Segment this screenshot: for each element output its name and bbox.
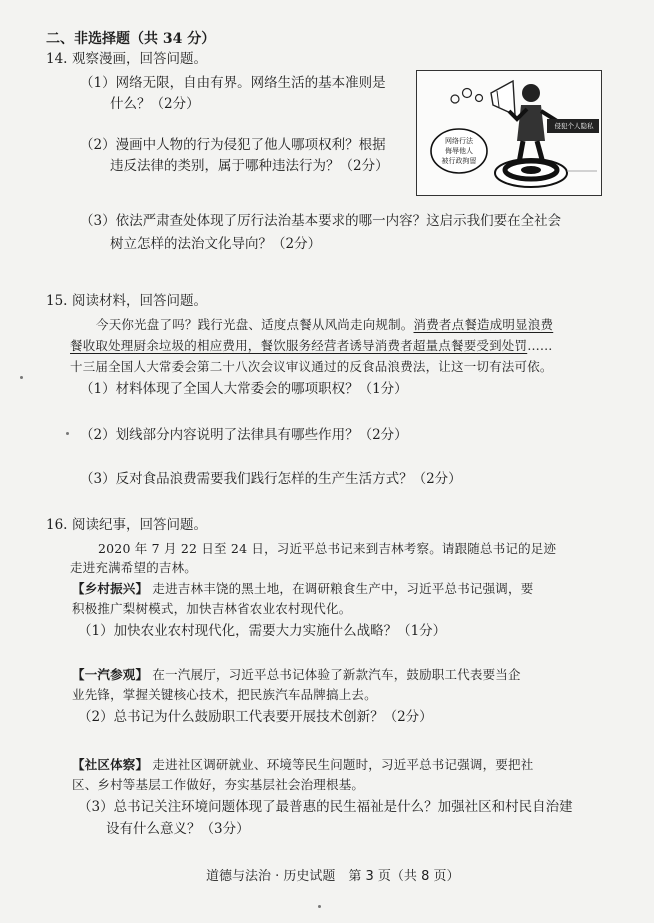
q16-part1-tag: 【乡村振兴】 <box>72 581 149 596</box>
q16-part2-tag: 【一汽参观】 <box>72 667 149 682</box>
q15-material-line1-underlined: 消费者点餐造成明显浪费 <box>413 317 554 332</box>
q14-prompt: 观察漫画，回答问题。 <box>72 51 207 67</box>
q16-sub3-line1: （3）总书记关注环境问题体现了最普惠的民生福祉是什么？加强社区和村民自治建 <box>78 799 573 815</box>
q16-intro-line1: 2020 年 7 月 22 日至 24 日，习近平总书记来到吉林考察。请跟随总书记的足迹 <box>98 541 557 556</box>
cartoon-illustration <box>417 71 603 197</box>
q16-part2-line1 <box>72 666 521 684</box>
q15-material-line2 <box>70 337 553 355</box>
q15-material-line2-underlined: 餐收取处理厨余垃圾的相应费用，餐饮服务经营者诱导消费者超量点餐要受到处罚 <box>70 338 528 353</box>
q15-prompt: 阅读材料，回答问题。 <box>72 293 207 309</box>
cartoon-disc-line1: 网络行法 <box>445 137 473 145</box>
q15-sub3: （3）反对食品浪费需要我们践行怎样的生产生活方式？（2分） <box>80 471 462 487</box>
q15-material-line2-tail: …… <box>527 338 553 353</box>
q16-part2-line2: 业先锋，掌握关键核心技术，把民族汽车品牌搞上去。 <box>72 687 377 702</box>
q16-prompt: 阅读纪事，回答问题。 <box>72 517 207 533</box>
q14-sub3-line2: 树立怎样的法治文化导向？（2分） <box>110 236 322 252</box>
q14-sub3-line1: （3）依法严肃查处体现了厉行法治基本要求的哪一内容？这启示我们要在全社会 <box>80 213 562 229</box>
q14-cartoon <box>416 70 602 196</box>
q16-part1-text: 走进吉林丰饶的黑土地，在调研粮食生产中，习近平总书记强调，要 <box>152 581 534 596</box>
q16-part2-text: 在一汽展厅，习近平总书记体验了新款汽车，鼓励职工代表要当企 <box>152 667 521 682</box>
q16-number: 16. <box>46 517 68 533</box>
scan-speck <box>20 376 23 379</box>
cartoon-disc-line3: 被行政拘留 <box>441 157 477 165</box>
q16-part3-line2: 区、乡村等基层工作做好，夯实基层社会治理根基。 <box>72 777 365 792</box>
cartoon-disc-line2: 侮辱他人 <box>445 147 473 155</box>
q16-part1-line2: 积极推广梨树模式，加快吉林省农业农村现代化。 <box>72 601 352 616</box>
q14-number: 14. <box>46 51 68 67</box>
q16-sub3-line2: 设有什么意义？（3分） <box>106 821 250 837</box>
section-title: 二、非选择题（共 34 分） <box>46 31 216 47</box>
q15-material-line1-plain: 今天你光盘了吗？践行光盘、适度点餐从风尚走向规制。 <box>96 317 414 332</box>
q15-sub2: （2）划线部分内容说明了法律具有哪些作用？（2分） <box>80 427 408 443</box>
q16-intro-line2: 走进充满希望的吉林。 <box>70 560 198 575</box>
q15-material-line1 <box>96 316 553 334</box>
q14-sub1-line2: 什么？（2分） <box>110 96 200 112</box>
q16-part3-text: 走进社区调研就业、环境等民生问题时，习近平总书记强调，要把社 <box>152 757 534 772</box>
page-footer: 道德与法治 · 历史试题 第 3 页（共 8 页） <box>206 869 460 884</box>
scan-speck <box>66 432 69 435</box>
q14-sub2-line1: （2）漫画中人物的行为侵犯了他人哪项权利？根据 <box>80 137 386 153</box>
q16-part3-line1 <box>72 756 533 774</box>
scan-speck <box>318 905 321 908</box>
q15-sub1: （1）材料体现了全国人大常委会的哪项职权？（1分） <box>80 381 408 397</box>
q16-sub1: （1）加快农业农村现代化，需要大力实施什么战略？（1分） <box>78 623 447 639</box>
q15-number: 15. <box>46 293 68 309</box>
q16-part1-line1 <box>72 580 533 598</box>
q16-part3-tag: 【社区体察】 <box>72 757 149 772</box>
q14-sub1-line1: （1）网络无限，自由有界。网络生活的基本准则是 <box>80 75 386 91</box>
q14-sub2-line2: 违反法律的类别，属于哪种违法行为？（2分） <box>110 158 389 174</box>
cartoon-sign-text: 侵犯个人隐私 <box>554 122 594 130</box>
q15-material-line3: 十三届全国人大常委会第二十八次会议审议通过的反食品浪费法，让这一切有法可依。 <box>70 359 553 374</box>
q16-sub2: （2）总书记为什么鼓励职工代表要开展技术创新？（2分） <box>78 709 433 725</box>
